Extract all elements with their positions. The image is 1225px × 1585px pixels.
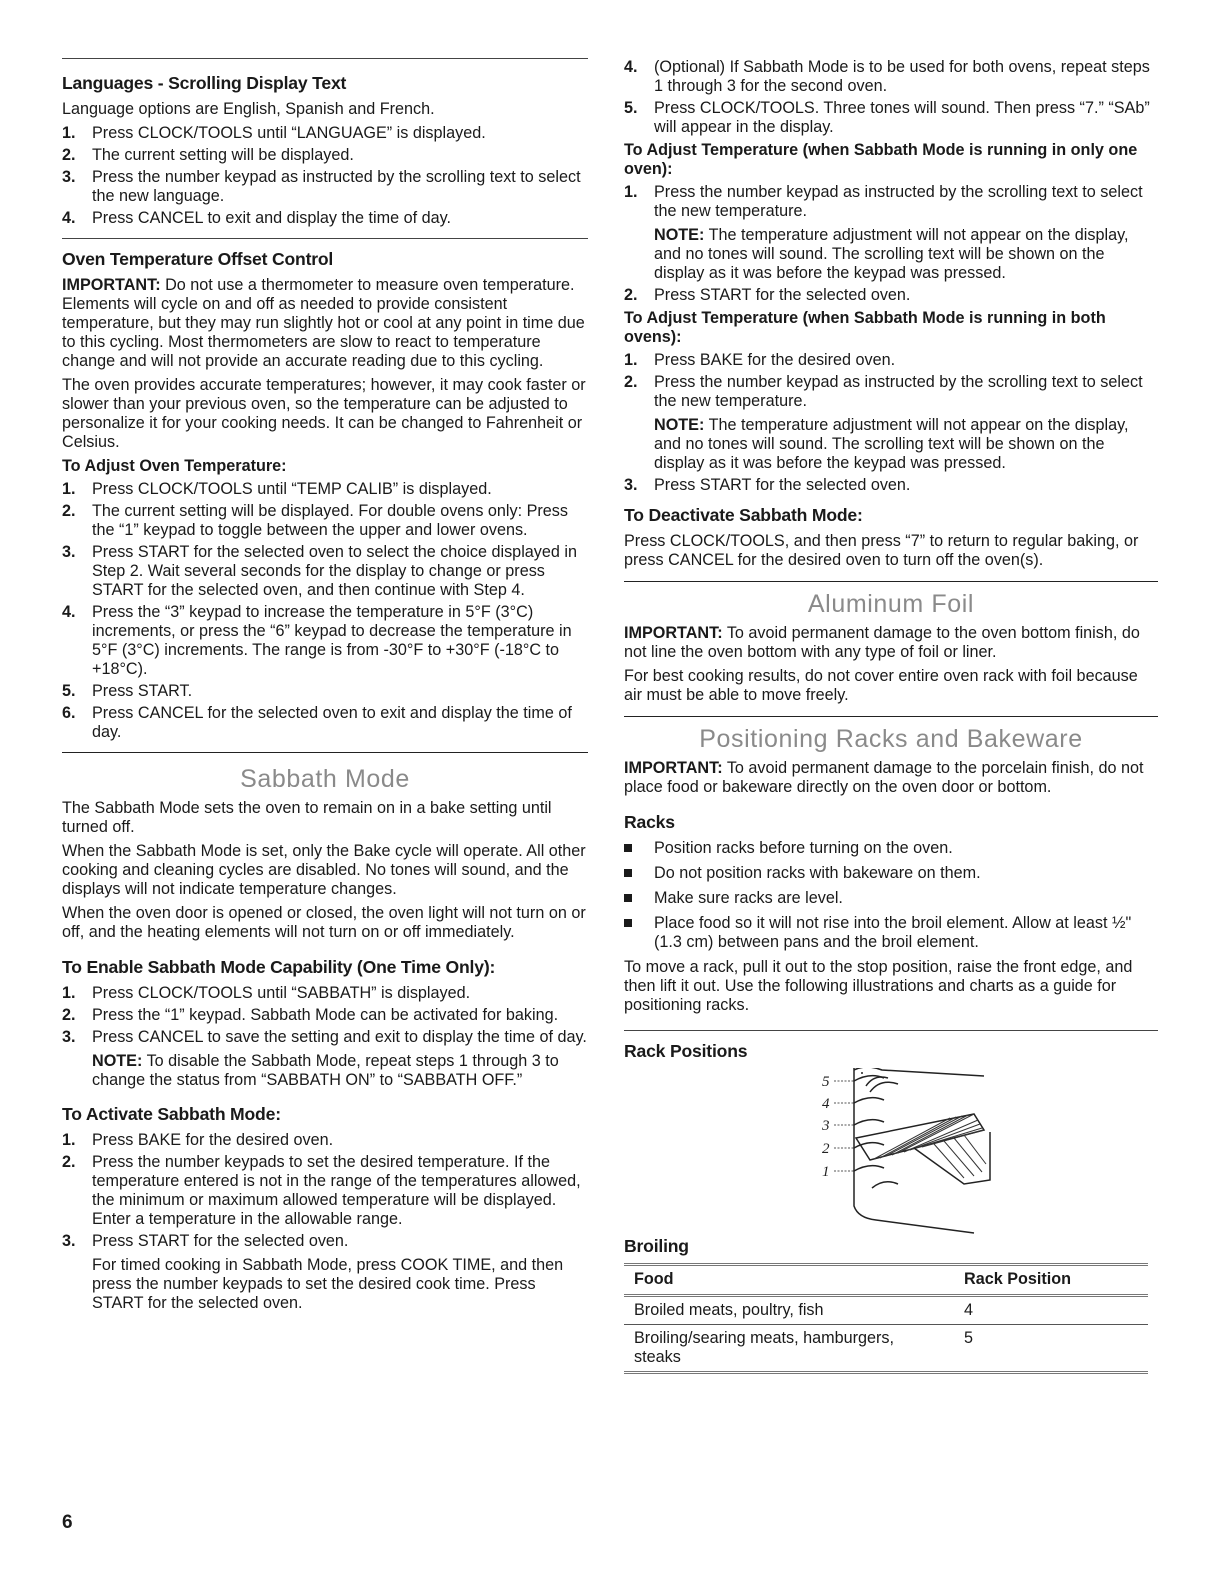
note: NOTE: The temperature adjustment will not appear on the display, and no tones will sound. The scrolling text will be shown on the display as it was before the keypad was pressed. [654, 416, 1129, 472]
list-item: 1. Press CLOCK/TOOLS until “TEMP CALIB” is displayed. [62, 480, 492, 498]
foil-paragraph: For best cooking results, do not cover entire oven rack with foil because air must be able to move freely. [624, 667, 1138, 704]
note: NOTE: To disable the Sabbath Mode, repeat steps 1 through 3 to change the status from “SABBATH ON” to “SABBATH OFF.” [92, 1052, 559, 1089]
list-item: 6. Press CANCEL for the selected oven to exit and display the time of day. [62, 704, 572, 741]
rack-label: 2 [822, 1141, 830, 1157]
list-item: 1. Press BAKE for the desired oven. [624, 351, 896, 369]
adjust-one-steps [624, 183, 1158, 305]
list-item: 3. Press the number keypad as instructed by the scrolling text to select the new language. [62, 168, 581, 205]
column-header-rack-position: Rack Position [954, 1265, 1148, 1296]
sabbath-paragraph: The Sabbath Mode sets the oven to remain on in a bake setting until turned off. [62, 799, 552, 836]
oven-rack-diagram [814, 1068, 994, 1236]
list-item: 1. Press the number keypad as instructed by the scrolling text to select the new temperature. NOTE: The temperature adjustment will not appear on the display, and no tones will sound. The scrolling text will be shown on the display as it was before the keypad was pressed. [624, 183, 1158, 283]
adjust-both-ovens-heading: To Adjust Temperature (when Sabbath Mode is running in both ovens): [624, 309, 1106, 346]
list-item: 4. Press CANCEL to exit and display the time of day. [62, 209, 451, 227]
racks-section [624, 723, 1158, 1374]
activate-steps [62, 1131, 588, 1313]
activate-steps-continued [624, 58, 1158, 137]
right-column [624, 58, 1158, 1374]
languages-intro: Language options are English, Spanish and French. [62, 100, 435, 118]
adjust-oven-temp-heading: To Adjust Oven Temperature: [62, 457, 287, 475]
languages-heading: Languages - Scrolling Display Text [62, 73, 347, 93]
table-cell: Broiling/searing meats, hamburgers, steaks [624, 1325, 954, 1373]
move-rack-text: To move a rack, pull it out to the stop position, raise the front edge, and then lift it out. Use the following illustrations and charts as a guide for positioning racks. [624, 958, 1133, 1014]
bullet-icon [624, 844, 632, 852]
table-row [624, 1296, 1148, 1325]
list-item: 2. Press the number keypad as instructed by the scrolling text to select the new temperature. NOTE: The temperature adjustment will not appear on the display, and no tones will sound. The scrolling text will be shown on the display as it was before the keypad was pressed. [624, 373, 1158, 473]
column-header-food: Food [624, 1265, 954, 1296]
bullet-icon [624, 869, 632, 877]
list-item: 4. (Optional) If Sabbath Mode is to be used for both ovens, repeat steps 1 through 3 for the second oven. [624, 58, 1150, 95]
rack-label: 4 [822, 1096, 830, 1112]
timed-cooking-note: For timed cooking in Sabbath Mode, press COOK TIME, and then press the number keypads to set the desired cook time. Press START for the selected oven. [92, 1256, 564, 1312]
offset-section [62, 249, 588, 742]
list-item: 5. Press CLOCK/TOOLS. Three tones will sound. Then press “7.” “SAb” will appear in the display. [624, 99, 1150, 136]
adjust-one-oven-heading: To Adjust Temperature (when Sabbath Mode is running in only one oven): [624, 141, 1138, 178]
list-item: Make sure racks are level. [624, 889, 1158, 908]
offset-heading: Oven Temperature Offset Control [62, 249, 334, 269]
list-item: 3. Press CANCEL to save the setting and exit to display the time of day. NOTE: To disable the Sabbath Mode, repeat steps 1 through 3 to change the status from “SABBATH ON” to “SABBATH OFF.” [62, 1028, 587, 1089]
list-item: Do not position racks with bakeware on them. [624, 864, 1158, 883]
deactivate-sabbath-heading: To Deactivate Sabbath Mode: [624, 505, 863, 525]
bullet-icon [624, 894, 632, 902]
deactivate-text: Press CLOCK/TOOLS, and then press “7” to return to regular baking, or press CANCEL for the desired oven to turn off the oven(s). [624, 532, 1139, 569]
bullet-icon [624, 919, 632, 927]
table-header-row [624, 1265, 1148, 1296]
rack-positions-heading: Rack Positions [624, 1041, 748, 1061]
racks-heading: Racks [624, 812, 675, 832]
list-item: 2. The current setting will be displayed. For double ovens only: Press the “1” keypad to toggle between the upper and lower ovens. [62, 502, 568, 539]
sabbath-section [62, 763, 588, 1313]
table-cell: 4 [954, 1296, 1148, 1325]
rack-label: 1 [822, 1164, 830, 1180]
languages-section [62, 73, 588, 228]
list-item: Place food so it will not rise into the broil element. Allow at least ½" (1.3 cm) between pans and the broil element. [624, 914, 1158, 952]
table-cell: 5 [954, 1325, 1148, 1373]
foil-title: Aluminum Foil [807, 590, 975, 618]
list-item: 1. Press CLOCK/TOOLS until “LANGUAGE” is displayed. [62, 124, 486, 142]
list-item: 1. Press CLOCK/TOOLS until “SABBATH” is displayed. [62, 984, 471, 1002]
list-item: 1. Press BAKE for the desired oven. [62, 1131, 334, 1149]
broiling-heading: Broiling [624, 1236, 689, 1256]
page-number: 6 [62, 1512, 73, 1533]
sabbath-paragraph: When the oven door is opened or closed, the oven light will not turn on or off, and the heating elements will not turn on or off immediately. [62, 904, 586, 941]
note: NOTE: The temperature adjustment will not appear on the display, and no tones will sound. The scrolling text will be shown on the display as it was before the keypad was pressed. [654, 226, 1129, 282]
racks-title: Positioning Racks and Bakeware [699, 725, 1083, 753]
enable-steps [62, 984, 588, 1090]
offset-important: IMPORTANT: Do not use a thermometer to measure oven temperature. Elements will cycle on and off as needed to provide consistent temperature, but they may run slightly hot or cool at any point in time due to this cycling. Most thermometers are slow to react to temperature change and will not provide an accurate reading due to this cycling. [62, 276, 585, 370]
sabbath-paragraph: When the Sabbath Mode is set, only the Bake cycle will operate. All other cooking and cleaning cycles are disabled. No tones will sound, and the displays will not indicate temperature changes. [62, 842, 586, 898]
sabbath-title: Sabbath Mode [240, 765, 410, 793]
list-item: 5. Press START. [62, 682, 193, 700]
rack-label: 5 [822, 1074, 830, 1090]
list-item: 2. The current setting will be displayed. [62, 146, 354, 164]
left-column [62, 58, 588, 1317]
foil-section [624, 588, 1158, 705]
foil-important: IMPORTANT: To avoid permanent damage to the oven bottom finish, do not line the oven bottom with any type of foil or liner. [624, 624, 1140, 661]
rack-label: 3 [822, 1118, 830, 1134]
list-item: 2. Press the number keypads to set the desired temperature. If the temperature entered is not in the range of the temperatures allowed, the minimum or maximum allowed temperature will be displayed. Enter a temperature in the allowable range. [62, 1153, 581, 1228]
list-item: 2. Press START for the selected oven. [624, 286, 911, 304]
list-item: 4. Press the “3” keypad to increase the temperature in 5°F (3°C) increments, or press the “6” keypad to decrease the temperature in 5°F (3°C) increments. The range is from -30°F to +30°F (-18°C to +18°C). [62, 603, 572, 678]
racks-important: IMPORTANT: To avoid permanent damage to the porcelain finish, do not place food or bakeware directly on the oven door or bottom. [624, 759, 1144, 796]
broiling-table [624, 1263, 1148, 1374]
list-item: 3. Press START for the selected oven. [624, 476, 911, 494]
languages-steps [62, 124, 588, 228]
list-item: 2. Press the “1” keypad. Sabbath Mode can be activated for baking. [62, 1006, 559, 1024]
adjust-both-steps [624, 351, 1158, 495]
activate-sabbath-heading: To Activate Sabbath Mode: [62, 1104, 281, 1124]
table-row [624, 1325, 1148, 1373]
racks-bullets [624, 839, 1158, 952]
list-item: 3. Press START for the selected oven. For timed cooking in Sabbath Mode, press COOK TIME, and then press the number keypads to set the desired cook time. Press START for the selected oven. [62, 1232, 588, 1313]
offset-steps [62, 480, 588, 742]
table-cell: Broiled meats, poultry, fish [624, 1296, 954, 1325]
rack-positions-illustration [624, 1068, 1158, 1236]
list-item: 3. Press START for the selected oven to select the choice displayed in Step 2. Wait several seconds for the display to change or press START for the selected oven, and then continue with Step 4. [62, 543, 577, 599]
offset-paragraph: The oven provides accurate temperatures; however, it may cook faster or slower than your previous oven, so the temperature can be adjusted to personalize it for your cooking needs. It can be changed to Fahrenheit or Celsius. [62, 376, 586, 451]
enable-sabbath-heading: To Enable Sabbath Mode Capability (One Time Only): [62, 957, 496, 977]
list-item: Position racks before turning on the oven. [624, 839, 1158, 858]
